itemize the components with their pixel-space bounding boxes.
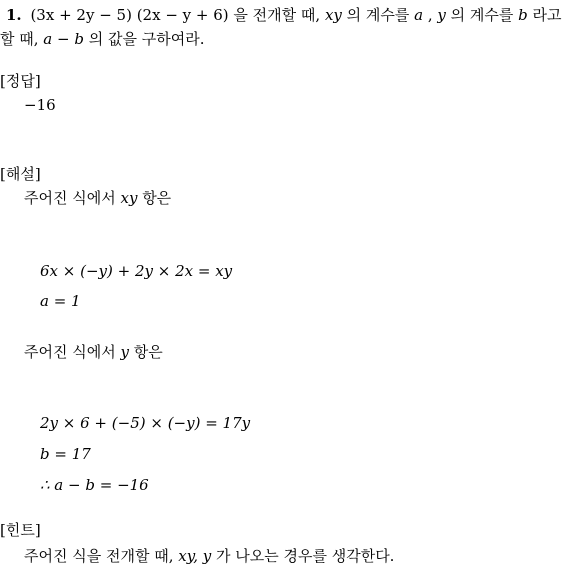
solution-equation-2: a = 1 (40, 292, 81, 310)
solution-equation-4: b = 17 (40, 445, 91, 463)
hint-text (24, 547, 394, 565)
solution-text: 주어진 식에서 (24, 343, 121, 361)
question-text: , (423, 6, 438, 24)
solution-equation-3: 2y × 6 + (−5) × (−y) = 17y (40, 414, 251, 432)
question-text: 할 때, (0, 30, 44, 48)
solution-intro-1 (24, 189, 171, 207)
question-expression-2: a − b (43, 30, 84, 48)
hint-vars: xy, y (178, 547, 212, 565)
question-text: 의 계수를 (341, 6, 415, 24)
question-text: 라고 (527, 6, 562, 24)
solution-equation-1: 6x × (−y) + 2y × 2x = xy (40, 262, 233, 280)
solution-text: 항은 (128, 343, 163, 361)
question-expression: (3x + 2y − 5) (2x − y + 6) (30, 6, 229, 24)
solution-equation-5: ∴ a − b = −16 (40, 476, 149, 494)
solution-text: 항은 (137, 189, 172, 207)
question-text: 의 계수를 (445, 6, 519, 24)
solution-xy-var: xy (120, 189, 138, 207)
hint-text-part: 가 나오는 경우를 생각한다. (211, 547, 395, 565)
question-xy-var: xy (324, 6, 342, 24)
question-text: 의 값을 구하여라. (83, 30, 205, 48)
question-y-var: y (437, 6, 446, 24)
question-a-var: a (414, 6, 424, 24)
question-line-1 (6, 6, 562, 24)
question-b-var: b (518, 6, 528, 24)
question-line-2 (0, 30, 204, 48)
solution-intro-2 (24, 343, 163, 361)
answer-label: [정답] (0, 72, 41, 90)
solution-label: [해설] (0, 165, 41, 183)
question-number: 1. (6, 6, 22, 24)
hint-text-part: 주어진 식을 전개할 때, (24, 547, 179, 565)
question-text: 을 전개할 때, (228, 6, 325, 24)
solution-y-var: y (120, 343, 129, 361)
hint-label: [힌트] (0, 521, 41, 539)
answer-value: −16 (24, 96, 56, 114)
solution-text: 주어진 식에서 (24, 189, 121, 207)
